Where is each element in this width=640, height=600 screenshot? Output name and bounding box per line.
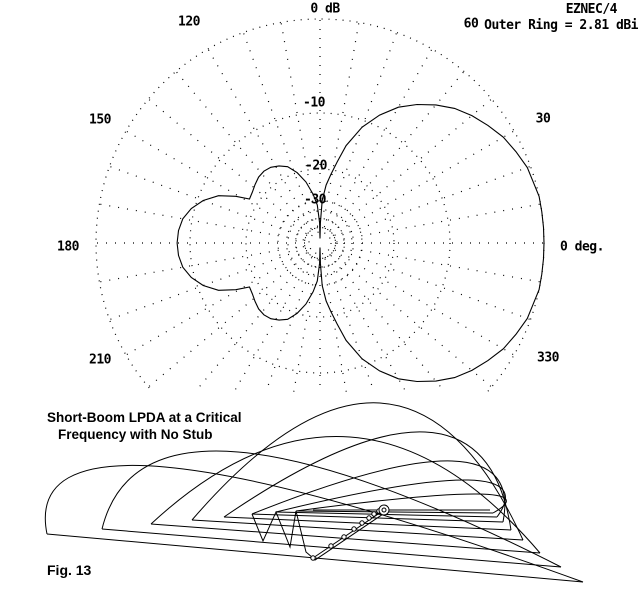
- current-distribution-arc: [192, 403, 523, 540]
- grid-spoke: [333, 131, 514, 236]
- grid-spoke: [330, 71, 464, 231]
- grid-ring: [288, 211, 352, 275]
- grid-spoke: [323, 22, 359, 228]
- grid-spoke: [126, 251, 307, 356]
- grid-spoke: [328, 256, 433, 437]
- transmission-line-junction-marker: [311, 556, 315, 560]
- grid-spoke: [325, 257, 396, 453]
- transmission-line-junction-marker: [352, 527, 356, 531]
- angle-label-150: 150: [89, 112, 111, 128]
- grid-spoke: [334, 166, 530, 237]
- grid-spoke: [328, 49, 433, 230]
- grid-spoke: [335, 246, 541, 282]
- transmission-line-junction-marker: [329, 544, 333, 548]
- figure-number-label: Fig. 13: [47, 562, 92, 578]
- db-scale-label-20: -20: [305, 158, 327, 174]
- db-scale-label-0dB: 0 dB: [310, 1, 340, 17]
- source-marker-outer: [379, 505, 389, 515]
- grid-spoke: [208, 49, 313, 230]
- transmission-line-junction-marker: [360, 521, 364, 525]
- grid-ring: [96, 16, 544, 467]
- grid-ring: [278, 201, 362, 285]
- grid-spoke: [335, 204, 541, 240]
- transmission-line-junction-marker: [342, 535, 346, 539]
- angle-label-0deg: 0 deg.: [560, 239, 604, 255]
- polar-grid: [96, 16, 544, 467]
- grid-spoke: [126, 131, 307, 236]
- grid-spoke: [176, 71, 310, 231]
- grid-spoke: [325, 33, 396, 229]
- caption-line-1: Short-Boom LPDA at a Critical: [47, 410, 242, 425]
- grid-ring: [190, 113, 450, 373]
- transmission-line-junction-marker: [372, 512, 376, 516]
- outer-ring-value-label: Outer Ring = 2.81 dBi: [484, 18, 638, 33]
- grid-spoke: [110, 248, 306, 319]
- angle-label-30: 30: [535, 111, 551, 127]
- phase-line-zigzag: [252, 511, 313, 558]
- antenna-caption: [47, 409, 242, 443]
- feedline-wire: [315, 512, 386, 560]
- db-scale-label-30: -30: [304, 192, 326, 208]
- angle-label-120: 120: [178, 14, 200, 30]
- db-scale-label-10: -10: [303, 95, 325, 111]
- grid-spoke: [331, 253, 491, 387]
- angle-label-330: 330: [537, 350, 559, 366]
- angle-label-210: 210: [89, 352, 111, 368]
- caption-line-2: Frequency with No Stub: [58, 427, 213, 442]
- grid-spoke: [110, 166, 306, 237]
- grid-spoke: [176, 254, 310, 414]
- grid-spoke: [333, 251, 514, 356]
- grid-spoke: [330, 254, 464, 414]
- app-title: EZNEC/4: [565, 2, 617, 17]
- grid-spoke: [99, 204, 305, 240]
- angle-label-60: 60: [463, 16, 479, 32]
- angle-label-180: 180: [57, 239, 79, 255]
- grid-spoke: [99, 246, 305, 282]
- grid-spoke: [323, 258, 359, 464]
- transmission-line-junction-marker: [367, 516, 371, 520]
- grid-spoke: [334, 248, 530, 319]
- grid-spoke: [331, 99, 491, 233]
